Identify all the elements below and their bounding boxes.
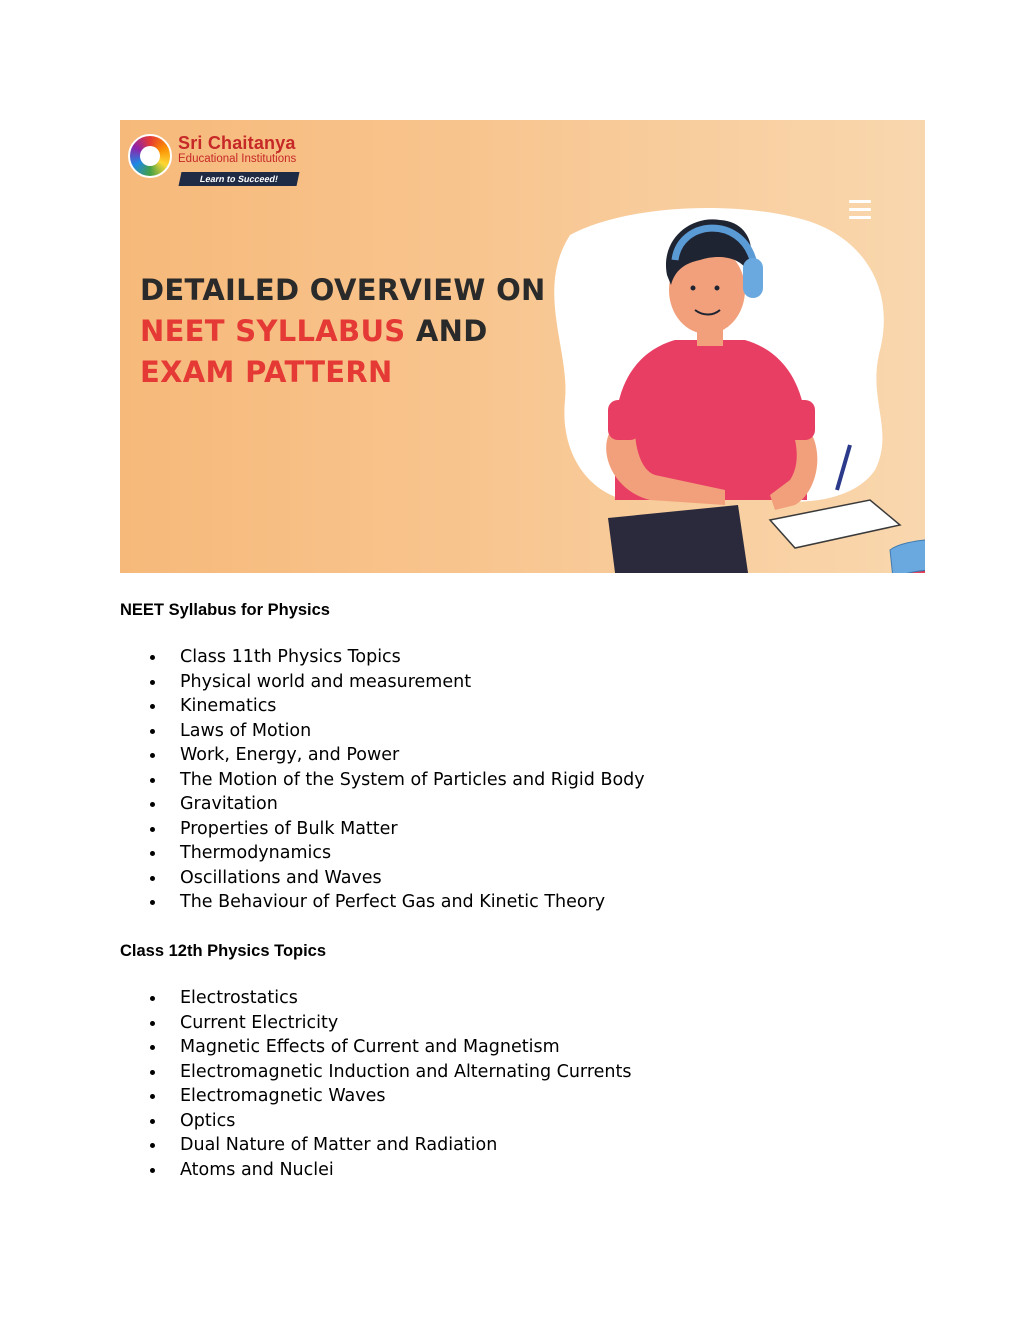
- bullet-icon: [150, 1094, 155, 1099]
- book-blue: [890, 539, 925, 573]
- headline-dark-text: AND: [405, 314, 488, 348]
- list-item: [120, 768, 645, 793]
- bullet-icon: [150, 900, 155, 905]
- list-item: [120, 1158, 631, 1183]
- class12-section-heading: Class 12th Physics Topics: [120, 942, 327, 960]
- list-item: [120, 890, 645, 915]
- list-item: [120, 817, 645, 842]
- list-item-text: Work, Energy, and Power: [180, 745, 400, 765]
- logo-emblem-icon: [128, 134, 172, 178]
- list-item-text: Kinematics: [180, 696, 277, 716]
- list-item: [120, 1109, 631, 1134]
- headphone-cup: [743, 258, 763, 298]
- bullet-icon: [150, 1168, 155, 1173]
- student-illustration: [475, 200, 925, 573]
- notebook: [770, 500, 900, 548]
- list-item-text: Electrostatics: [180, 988, 298, 1008]
- laptop-screen: [608, 505, 755, 573]
- list-item-text: The Motion of the System of Particles and Rigid Body: [180, 769, 645, 790]
- list-item-text: The Behaviour of Perfect Gas and Kinetic Theory: [180, 892, 606, 912]
- list-item: [120, 743, 645, 768]
- list-item-text: Laws of Motion: [180, 720, 312, 741]
- list-item-text: Properties of Bulk Matter: [180, 818, 398, 839]
- list-item-text: Electromagnetic Waves: [180, 1086, 386, 1106]
- headline-line-3: EXAM PATTERN: [140, 355, 393, 389]
- list-item: [120, 719, 645, 744]
- bullet-icon: [150, 802, 155, 807]
- bullet-icon: [150, 851, 155, 856]
- logo-subtitle: Educational Institutions: [178, 153, 297, 165]
- list-item: [120, 670, 645, 695]
- class12-topic-list: [120, 986, 631, 1182]
- list-item-text: Dual Nature of Matter and Radiation: [180, 1135, 498, 1155]
- bullet-icon: [150, 996, 155, 1001]
- list-item-text: Class 11th Physics Topics: [180, 647, 401, 667]
- list-item: [120, 1133, 631, 1158]
- headline-red-text: NEET SYLLABUS: [140, 314, 406, 348]
- list-item: [120, 1035, 631, 1060]
- list-item: [120, 645, 645, 670]
- list-item: [120, 866, 645, 891]
- bullet-icon: [150, 876, 155, 881]
- bullet-icon: [150, 753, 155, 758]
- list-item-text: Physical world and measurement: [180, 671, 472, 692]
- physics-section-heading: NEET Syllabus for Physics: [120, 601, 330, 619]
- bullet-icon: [150, 827, 155, 832]
- bullet-icon: [150, 729, 155, 734]
- logo-tagline: Learn to Succeed!: [179, 172, 300, 186]
- bullet-icon: [150, 1045, 155, 1050]
- sleeve-right: [783, 400, 815, 440]
- list-item-text: Thermodynamics: [180, 843, 332, 863]
- list-item-text: Atoms and Nuclei: [180, 1159, 334, 1180]
- list-item: [120, 1011, 631, 1036]
- bullet-icon: [150, 1119, 155, 1124]
- sleeve-left: [608, 400, 640, 440]
- list-item: [120, 841, 645, 866]
- headline-line-1: DETAILED OVERVIEW ON: [140, 273, 546, 307]
- list-item: [120, 986, 631, 1011]
- logo-name: Sri Chaitanya: [178, 133, 296, 153]
- list-item-text: Electromagnetic Induction and Alternating Currents: [180, 1061, 632, 1082]
- list-item: [120, 792, 645, 817]
- bullet-icon: [150, 655, 155, 660]
- list-item-text: Gravitation: [180, 794, 278, 814]
- student-eye-right: [715, 286, 720, 291]
- list-item-text: Current Electricity: [180, 1012, 339, 1033]
- bullet-icon: [150, 1070, 155, 1075]
- bullet-icon: [150, 1021, 155, 1026]
- list-item: [120, 1060, 631, 1085]
- bullet-icon: [150, 704, 155, 709]
- physics-topic-list: [120, 645, 645, 915]
- sri-chaitanya-logo[interactable]: [128, 132, 308, 192]
- list-item: [120, 1084, 631, 1109]
- list-item-text: Magnetic Effects of Current and Magnetism: [180, 1037, 560, 1057]
- hero-banner: [120, 120, 925, 573]
- bullet-icon: [150, 1143, 155, 1148]
- bullet-icon: [150, 680, 155, 685]
- bullet-icon: [150, 778, 155, 783]
- list-item-text: Oscillations and Waves: [180, 867, 382, 888]
- list-item-text: Optics: [180, 1110, 236, 1131]
- list-item: [120, 694, 645, 719]
- student-eye-left: [691, 286, 696, 291]
